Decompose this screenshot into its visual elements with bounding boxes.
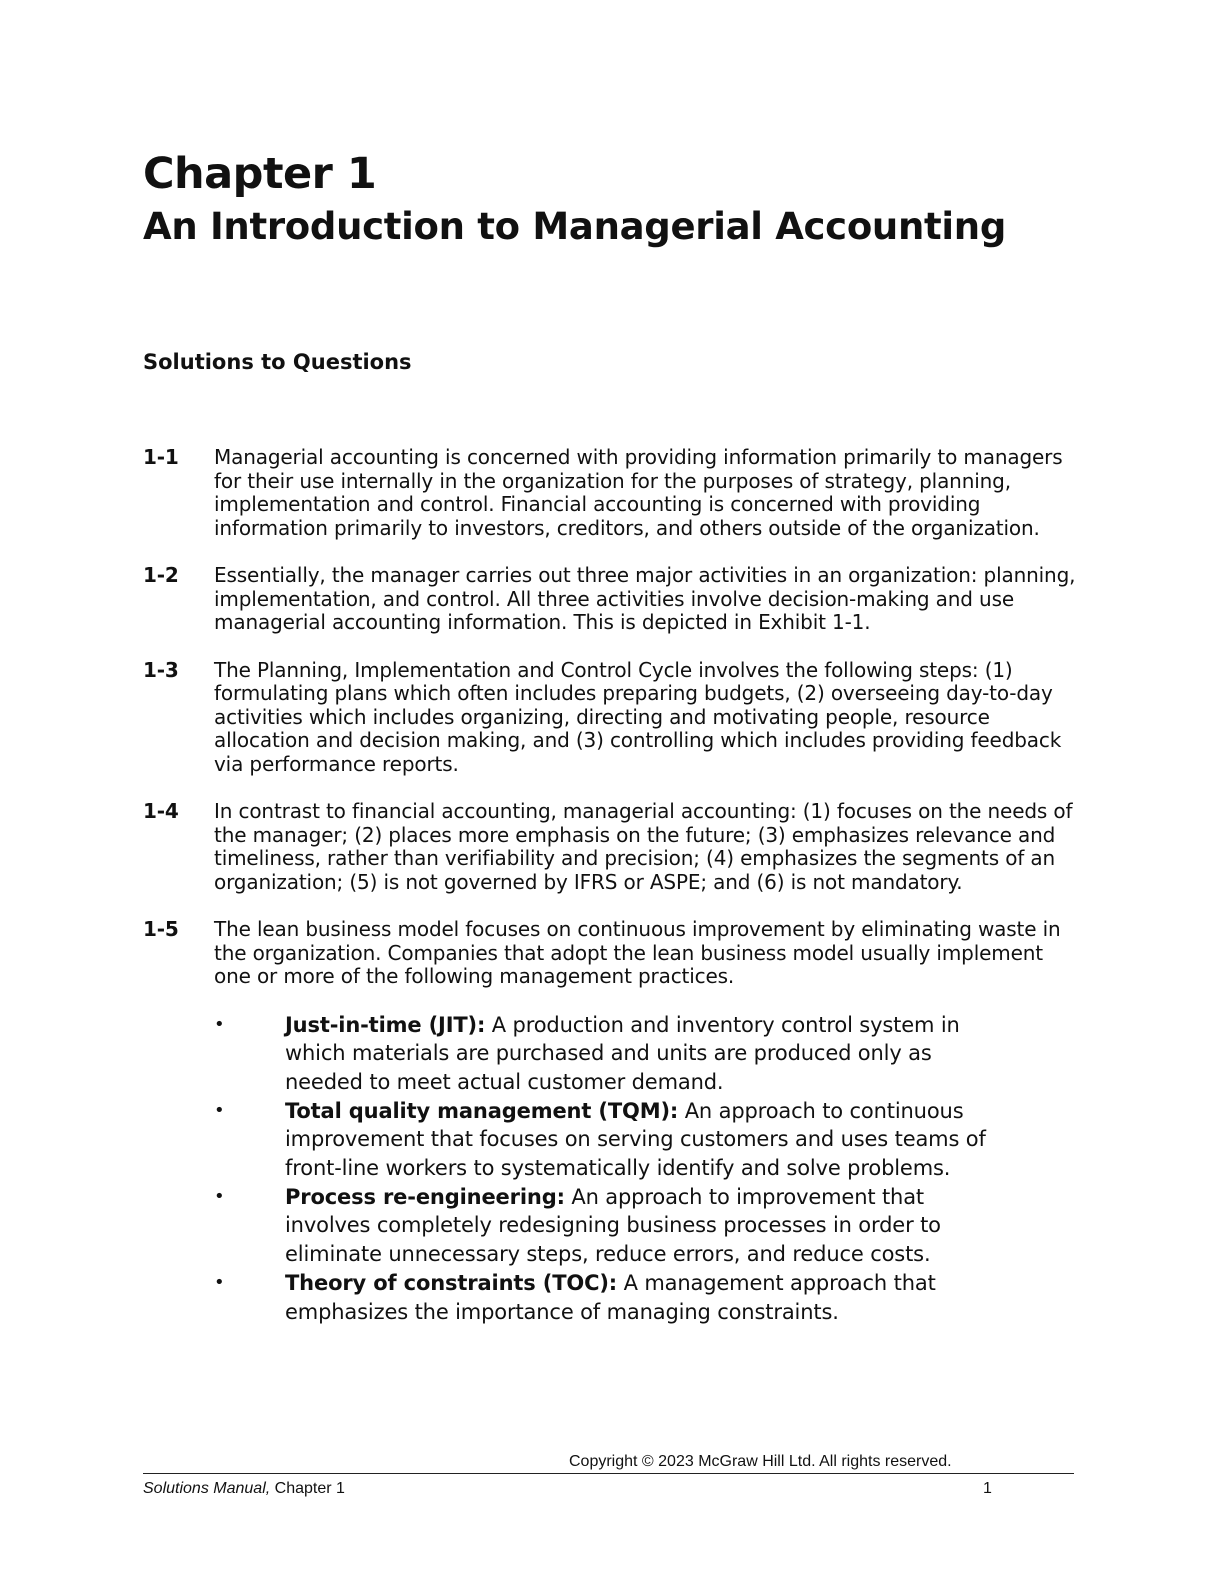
question-number: 1-1: [143, 445, 179, 469]
question-1-1: [143, 446, 1078, 540]
term-definition: An approach to continuous improvement that focuses on serving customers and uses teams of front-line workers to systematically identify and solve problems.: [285, 1098, 986, 1181]
question-number: 1-3: [143, 657, 179, 682]
question-number: 1-2: [143, 563, 179, 587]
practice-list: [214, 1011, 1004, 1327]
question-1-5: [143, 918, 1078, 1326]
list-item: [214, 1097, 1004, 1183]
term-label: Just-in-time (JIT):: [285, 1012, 486, 1037]
term-definition: A production and inventory control system in which materials are purchased and units are produced only as needed to meet actual customer demand.: [285, 1012, 960, 1094]
footer-chapter: Chapter 1: [270, 1480, 345, 1497]
chapter-title: An Introduction to Managerial Accounting: [143, 205, 1007, 248]
page-number: 1: [983, 1480, 992, 1497]
question-answer-text: The lean business model focuses on continuous improvement by eliminating waste in the organization. Companies that adopt the lean business model usually implement one or more of the following management practices.: [214, 917, 1061, 988]
footer-divider: [143, 1473, 1074, 1474]
term-label: Process re-engineering:: [285, 1184, 565, 1209]
question-answer-text: Managerial accounting is concerned with providing information primarily to managers for their use internally in the organization for the purposes of strategy, planning, implementation and control. Financial accounting is concerned with providing information primarily to investors, creditors, and others outside of the organization.: [214, 445, 1063, 540]
question-answer-text: Essentially, the manager carries out three major activities in an organization: planning, implementation, and control. All three activities involve decision-making and use managerial accounting information. This is depicted in Exhibit 1-1.: [214, 563, 1076, 634]
copyright-notice: Copyright © 2023 McGraw Hill Ltd. All rights reserved.: [569, 1453, 952, 1470]
term-definition: An approach to improvement that involves completely redesigning business processes in order to eliminate unnecessary steps, reduce errors, and reduce costs.: [285, 1184, 941, 1267]
list-item: [214, 1011, 1004, 1097]
question-1-4: [143, 800, 1078, 894]
footer-book-title: [143, 1478, 345, 1500]
question-answer-text: In contrast to financial accounting, managerial accounting: (1) focuses on the needs of the manager; (2) places more emphasis on the future; (3) emphasizes relevance and timeliness, rather than verifiability and precision; (4) emphasizes the segments of an organization; (5) is not governed by IFRS or ASPE; and (6) is not mandatory.: [214, 799, 1073, 894]
term-label: Theory of constraints (TOC):: [285, 1270, 618, 1295]
list-item: [214, 1183, 1004, 1269]
section-heading: Solutions to Questions: [143, 350, 412, 374]
question-answer-text: The Planning, Implementation and Control Cycle involves the following steps: (1) formulating plans which often includes preparing budgets, (2) overseeing day-to-day activities which includes organizing, directing and motivating people, resource allocation and decision making, and (3) controlling which includes providing feedback via performance reports.: [214, 657, 1062, 776]
list-item: [214, 1269, 1004, 1326]
footer-book-name: Solutions Manual,: [143, 1480, 271, 1497]
question-number: 1-5: [143, 917, 179, 941]
term-label: Total quality management (TQM):: [285, 1098, 679, 1123]
question-1-2: [143, 564, 1078, 635]
question-list: [143, 446, 1078, 1350]
question-number: 1-4: [143, 799, 179, 823]
bullet-icon: •: [214, 1099, 225, 1121]
question-1-3: [143, 659, 1078, 777]
bullet-icon: •: [214, 1271, 225, 1293]
chapter-number: Chapter 1: [143, 149, 377, 199]
bullet-icon: •: [214, 1013, 225, 1035]
term-definition: A management approach that emphasizes the importance of managing constraints.: [285, 1270, 936, 1324]
bullet-icon: •: [214, 1185, 225, 1207]
